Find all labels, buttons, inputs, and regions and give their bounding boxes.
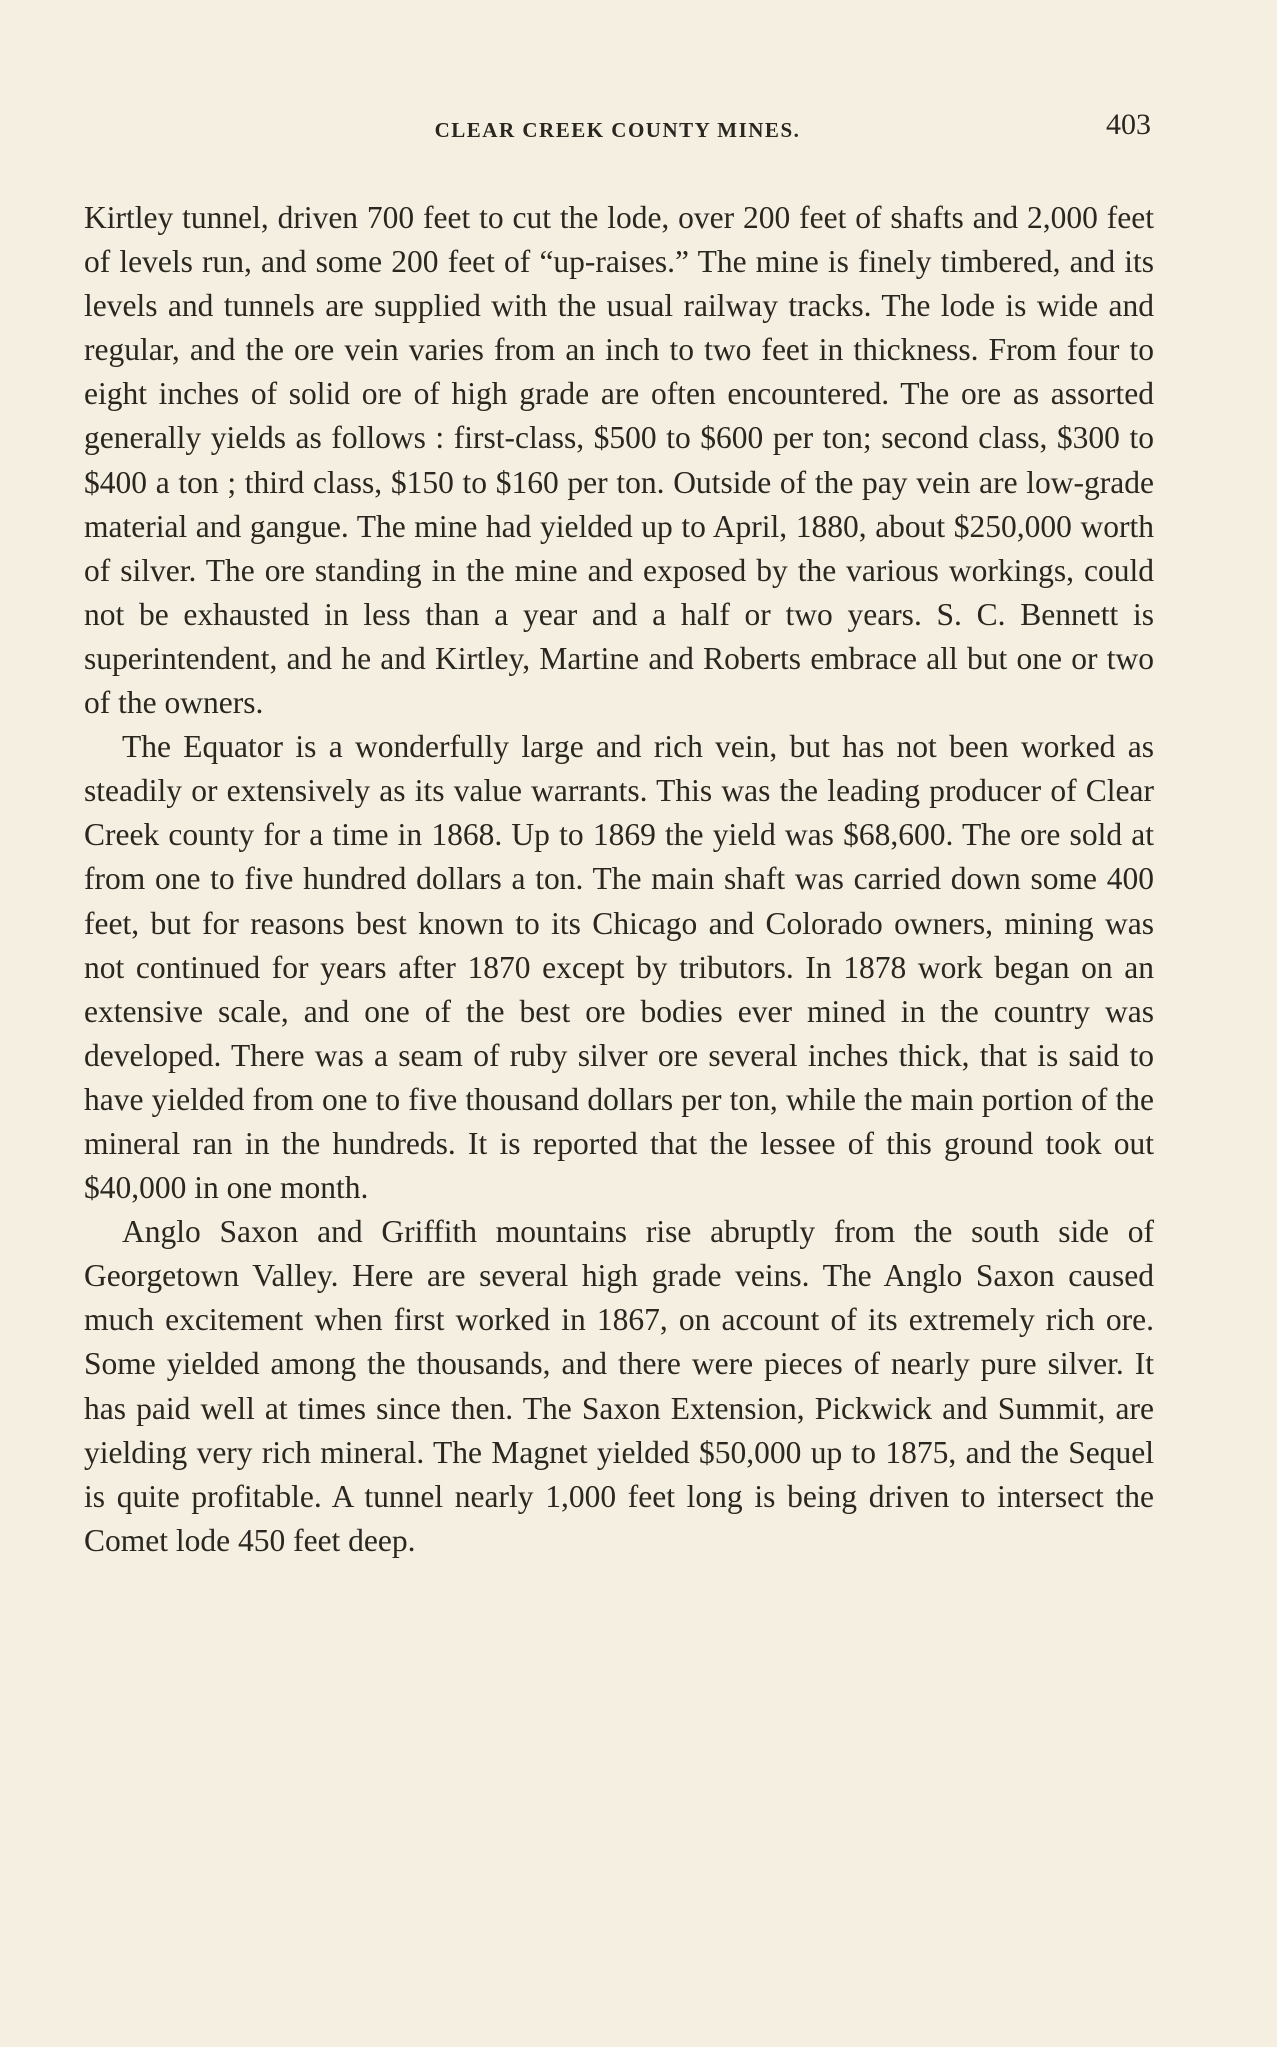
paragraph-kirtley-tunnel: Kirtley tunnel, driven 700 feet to cut the lode, over 200 feet of shafts and 2,000 feet of levels run, and some 200 feet of “up-raises.” The mine is finely timbered, and its levels and tunnels are supplied with the usual railway tracks. The lode is wide and regular, and the ore vein varies from an inch to two feet in thickness. From four to eight inches of solid ore of high grade are often encountered. The ore as assorted generally yields as follows : first-class, $500 to $600 per ton; second class, $300 to $400 a ton ; third class, $150 to $160 per ton. Outside of the pay vein are low-grade material and gangue. The mine had yielded up to April, 1880, about $250,000 worth of silver. The ore standing in the mine and exposed by the various workings, could not be exhausted in less than a year and a half or two years. S. C. Bennett is superintendent, and he and Kirtley, Martine and Roberts embrace all but one or two of the owners. <box>84 200 1154 721</box>
running-head: CLEAR CREEK COUNTY MINES. <box>434 118 801 142</box>
page-number: 403 <box>1106 108 1151 141</box>
page-header <box>84 108 1151 148</box>
paragraph-equator: The Equator is a wonderfully large and rich vein, but has not been worked as steadily or extensively as its value warrants. This was the leading producer of Clear Creek county for a time in 1868. Up to 1869 the yield was $68,600. The ore sold at from one to five hundred dollars a ton. The main shaft was carried down some 400 feet, but for reasons best known to its Chicago and Colorado owners, mining was not continued for years after 1870 except by tributors. In 1878 work began on an extensive scale, and one of the best ore bodies ever mined in the country was developed. There was a seam of ruby silver ore several inches thick, that is said to have yielded from one to five thousand dollars per ton, while the main portion of the mineral ran in the hundreds. It is reported that the lessee of this ground took out $40,000 in one month. <box>84 729 1154 1206</box>
body-text <box>84 196 1154 1563</box>
paragraph-anglo-saxon: Anglo Saxon and Griffith mountains rise abruptly from the south side of Georgetown Valley. Here are several high grade veins. The Anglo Saxon caused much excitement when first worked in 1867, on account of its extremely rich ore. Some yielded among the thousands, and there were pieces of nearly pure silver. It has paid well at times since then. The Saxon Extension, Pickwick and Summit, are yielding very rich mineral. The Magnet yielded $50,000 up to 1875, and the Sequel is quite profitable. A tunnel nearly 1,000 feet long is being driven to intersect the Comet lode 450 feet deep. <box>84 1214 1154 1558</box>
